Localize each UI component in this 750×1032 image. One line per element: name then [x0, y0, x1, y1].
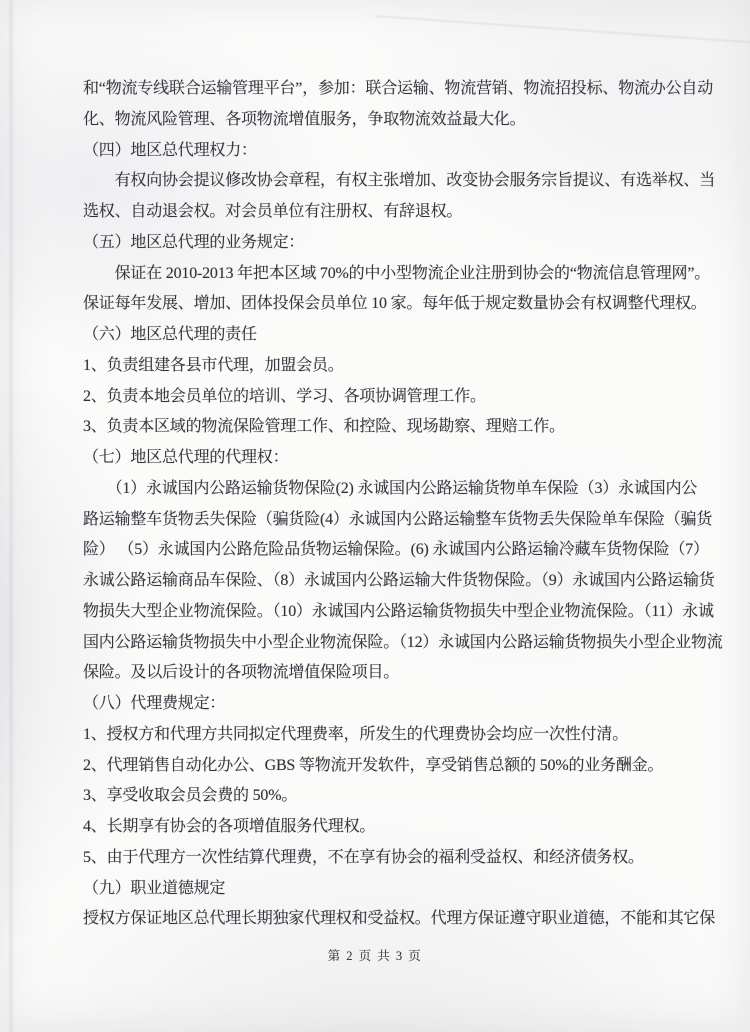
numbered-item: 4、长期享有协会的各项增值服务代理权。 — [83, 818, 376, 835]
numbered-item: 1、授权方和代理方共同拟定代理费率，所发生的代理费协会均应一次性付清。 — [83, 725, 629, 743]
body-line: 国内公路运输货物损失中小型企业物流保险。（12）永诚国内公路运输货物损失小型企业物流 — [83, 633, 723, 651]
body-line: 授权方保证地区总代理长期独家代理权和受益权。代理方保证遵守职业道德，不能和其它保 — [83, 910, 716, 928]
body-line: 险） （5）永诚国内公路危险品货物运输保险。(6) 永诚国内公路运输冷藏车货物保险（7） — [83, 541, 709, 559]
numbered-item: 5、由于代理方一次性结算代理费，不在享有协会的福利受益权、和经济债务权。 — [83, 848, 644, 866]
numbered-item: 2、代理销售自动化办公、GBS 等物流开发软件，享受销售总额的 50%的业务酬金。 — [83, 756, 664, 774]
section-heading: （七）地区总代理的代理权： — [83, 449, 289, 466]
paper-crease — [374, 0, 750, 66]
numbered-item: 3、负责本区域的物流保险管理工作、和控险、现场勘察、理赔工作。 — [83, 418, 565, 436]
body-line: 路运输整车货物丢失保险（骗货险(4）永诚国内公路运输整车货物丢失保险单车保险（骗货 — [83, 510, 713, 528]
body-line: （1）永诚国内公路运输货物保险(2) 永诚国内公路运输货物单车保险（3）永诚国内公 — [83, 479, 698, 497]
body-line: 保险。及以后设计的各项物流增值保险项目。 — [83, 664, 400, 682]
body-line: 选权、自动退会权。对会员单位有注册权、有辞退权。 — [83, 203, 463, 220]
paper-edge-shadow — [8, 0, 14, 1032]
section-heading: （五）地区总代理的业务规定： — [83, 233, 305, 251]
body-line: 保证每年发展、增加、团体投保会员单位 10 家。每年低于规定数量协会有权调整代理权。 — [83, 295, 707, 313]
body-line: 和“物流专线联合运输管理平台”，参加：联合运输、物流营销、物流招投标、物流办公自动 — [83, 80, 714, 97]
section-heading: （四）地区总代理权力： — [83, 141, 257, 159]
numbered-item: 3、享受收取会员会费的 50%。 — [83, 787, 298, 805]
document-body — [83, 74, 727, 935]
body-line: 保证在 2010-2013 年把本区域 70%的中小型物流企业注册到协会的“物流信息管理网”。 — [83, 264, 711, 282]
page-number: 第 2 页 共 3 页 — [327, 949, 423, 963]
section-heading: （六）地区总代理的责任 — [83, 326, 257, 343]
body-line: 物损失大型企业物流保险。（10）永诚国内公路运输货物损失中型企业物流保险。（11）永诚 — [83, 602, 714, 620]
body-line: 有权向协会提议修改协会章程，有权主张增加、改变协会服务宗旨提议、有选举权、当 — [83, 172, 716, 190]
numbered-item: 1、负责组建各县市代理，加盟会员。 — [83, 356, 344, 374]
numbered-item: 2、负责本地会员单位的培训、学习、各项协调管理工作。 — [83, 387, 486, 405]
body-line: 永诚公路运输商品车保险、（8）永诚国内公路运输大件货物保险。（9）永诚国内公路运输货 — [83, 572, 715, 589]
section-heading: （八）代理费规定： — [83, 695, 226, 712]
section-heading: （九）职业道德规定 — [83, 879, 226, 897]
body-line: 化、物流风险管理、各项物流增值服务，争取物流效益最大化。 — [83, 110, 526, 128]
